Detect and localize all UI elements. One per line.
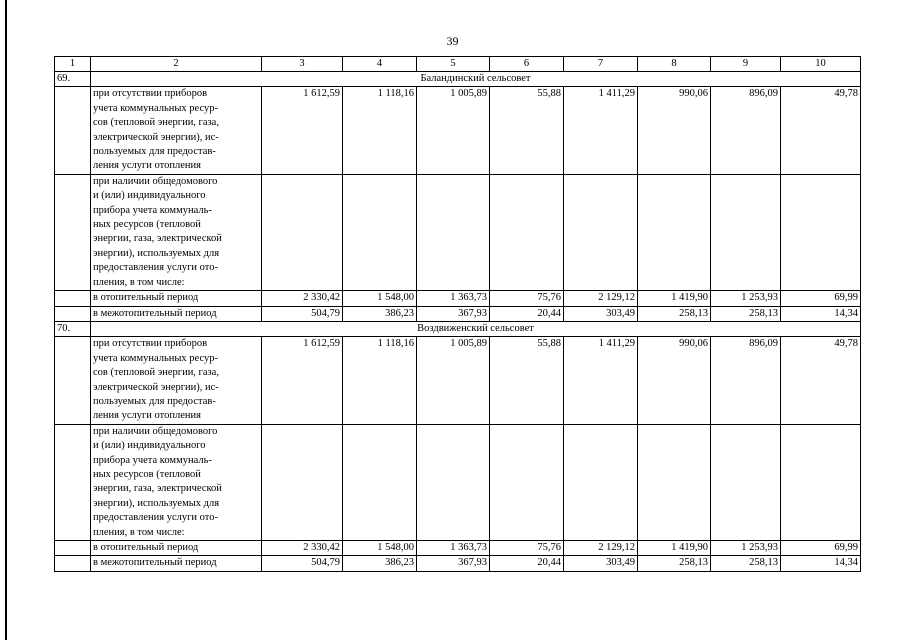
column-header-4: 4	[343, 57, 417, 72]
section-name: Воздвиженский сельсовет	[91, 321, 861, 336]
description-line: при наличии общедомового	[93, 425, 218, 437]
value-cell-col-10: 49,78	[781, 337, 861, 424]
value-cell-col-4: 1 548,00	[343, 541, 417, 556]
header-row	[55, 57, 861, 72]
value-cell-col-5	[417, 424, 490, 540]
row-number-cell	[55, 556, 91, 571]
description-line: в межотопительный период	[93, 557, 217, 569]
description-line: сов (тепловой энергии, газа,	[93, 367, 219, 379]
value-cell-col-4: 1 118,16	[343, 337, 417, 424]
value-cell-col-3	[262, 424, 343, 540]
value-cell-col-4	[343, 174, 417, 290]
value-cell-col-6: 55,88	[490, 87, 564, 174]
value-cell-col-4: 1 118,16	[343, 87, 417, 174]
row-number-cell	[55, 87, 91, 174]
column-header-1: 1	[55, 57, 91, 72]
tariff-table	[54, 56, 861, 572]
row-description	[91, 424, 262, 540]
column-header-9: 9	[711, 57, 781, 72]
row-description	[91, 174, 262, 290]
value-cell-col-3: 1 612,59	[262, 337, 343, 424]
page-binding-line	[5, 0, 7, 640]
value-cell-col-8: 990,06	[638, 337, 711, 424]
table-row	[55, 541, 861, 556]
value-cell-col-10: 69,99	[781, 541, 861, 556]
value-cell-col-3	[262, 174, 343, 290]
value-cell-col-8: 990,06	[638, 87, 711, 174]
row-description	[91, 556, 262, 571]
value-cell-col-10	[781, 174, 861, 290]
table-row	[55, 87, 861, 174]
section-number: 70.	[55, 321, 91, 336]
value-cell-col-10: 49,78	[781, 87, 861, 174]
value-cell-col-7: 2 129,12	[564, 541, 638, 556]
description-line: прибора учета коммуналь-	[93, 454, 212, 466]
description-line: учета коммунальных ресур-	[93, 102, 218, 114]
description-line: сов (тепловой энергии, газа,	[93, 117, 219, 129]
page-number: 39	[446, 34, 459, 48]
description-line: в отопительный период	[93, 542, 199, 553]
section-row	[55, 72, 861, 87]
description-line: ных ресурсов (тепловой	[93, 468, 201, 480]
row-number-cell	[55, 291, 91, 306]
description-line: ления услуги отопления	[93, 160, 201, 172]
value-cell-col-4	[343, 424, 417, 540]
row-description	[91, 291, 262, 306]
value-cell-col-8: 258,13	[638, 306, 711, 321]
value-cell-col-6: 75,76	[490, 541, 564, 556]
description-line: при отсутствии приборов	[93, 338, 208, 350]
row-number-cell	[55, 306, 91, 321]
value-cell-col-7	[564, 174, 638, 290]
value-cell-col-5: 367,93	[417, 556, 490, 571]
value-cell-col-9	[711, 174, 781, 290]
value-cell-col-7: 303,49	[564, 306, 638, 321]
value-cell-col-5	[417, 174, 490, 290]
value-cell-col-5: 1 363,73	[417, 541, 490, 556]
value-cell-col-3: 504,79	[262, 556, 343, 571]
description-line: в межотопительный период	[93, 307, 217, 319]
value-cell-col-5: 1 363,73	[417, 291, 490, 306]
value-cell-col-7: 1 411,29	[564, 87, 638, 174]
value-cell-col-3: 1 612,59	[262, 87, 343, 174]
description-line: учета коммунальных ресур-	[93, 352, 218, 364]
value-cell-col-7: 1 411,29	[564, 337, 638, 424]
table-row	[55, 174, 861, 290]
column-header-6: 6	[490, 57, 564, 72]
description-line: и (или) индивидуального	[93, 440, 206, 452]
value-cell-col-7: 2 129,12	[564, 291, 638, 306]
value-cell-col-7: 303,49	[564, 556, 638, 571]
column-header-2: 2	[91, 57, 262, 72]
description-line: электрической энергии), ис-	[93, 381, 219, 393]
row-number-cell	[55, 174, 91, 290]
description-line: пления, в том числе:	[93, 276, 185, 288]
description-line: энергии), используемых для	[93, 247, 220, 259]
value-cell-col-4: 386,23	[343, 556, 417, 571]
description-line: прибора учета коммуналь-	[93, 204, 212, 216]
description-line: ных ресурсов (тепловой	[93, 219, 201, 231]
column-header-3: 3	[262, 57, 343, 72]
row-number-cell	[55, 337, 91, 424]
section-row	[55, 321, 861, 336]
value-cell-col-8: 1 419,90	[638, 541, 711, 556]
value-cell-col-10: 69,99	[781, 291, 861, 306]
value-cell-col-9: 896,09	[711, 87, 781, 174]
description-line: электрической энергии), ис-	[93, 131, 219, 143]
description-line: пользуемых для предостав-	[93, 146, 216, 158]
description-line: при наличии общедомового	[93, 175, 218, 187]
value-cell-col-8	[638, 424, 711, 540]
value-cell-col-3: 2 330,42	[262, 291, 343, 306]
value-cell-col-10: 14,34	[781, 556, 861, 571]
row-description	[91, 306, 262, 321]
value-cell-col-9: 1 253,93	[711, 541, 781, 556]
value-cell-col-9: 1 253,93	[711, 291, 781, 306]
value-cell-col-3: 2 330,42	[262, 541, 343, 556]
value-cell-col-8: 258,13	[638, 556, 711, 571]
value-cell-col-6	[490, 174, 564, 290]
row-description	[91, 337, 262, 424]
value-cell-col-8: 1 419,90	[638, 291, 711, 306]
row-description	[91, 541, 262, 556]
value-cell-col-9	[711, 424, 781, 540]
value-cell-col-9: 258,13	[711, 556, 781, 571]
table-row	[55, 306, 861, 321]
value-cell-col-7	[564, 424, 638, 540]
description-line: пления, в том числе:	[93, 526, 185, 538]
column-header-10: 10	[781, 57, 861, 72]
description-line: и (или) индивидуального	[93, 190, 206, 202]
table-row	[55, 291, 861, 306]
row-number-cell	[55, 541, 91, 556]
description-line: энергии), используемых для	[93, 497, 220, 509]
value-cell-col-3: 504,79	[262, 306, 343, 321]
description-line: ления услуги отопления	[93, 410, 201, 422]
description-line: энергии, газа, электрической	[93, 483, 222, 495]
value-cell-col-6: 75,76	[490, 291, 564, 306]
row-number-cell	[55, 424, 91, 540]
value-cell-col-10	[781, 424, 861, 540]
table-row	[55, 337, 861, 424]
value-cell-col-9: 258,13	[711, 306, 781, 321]
section-number: 69.	[55, 72, 91, 87]
value-cell-col-8	[638, 174, 711, 290]
table-body	[55, 57, 861, 572]
value-cell-col-6: 20,44	[490, 306, 564, 321]
value-cell-col-6: 55,88	[490, 337, 564, 424]
description-line: в отопительный период	[93, 292, 199, 304]
value-cell-col-4: 1 548,00	[343, 291, 417, 306]
value-cell-col-5: 367,93	[417, 306, 490, 321]
column-header-8: 8	[638, 57, 711, 72]
value-cell-col-6: 20,44	[490, 556, 564, 571]
value-cell-col-4: 386,23	[343, 306, 417, 321]
column-header-5: 5	[417, 57, 490, 72]
description-line: пользуемых для предостав-	[93, 395, 216, 407]
table-row	[55, 424, 861, 540]
description-line: предоставления услуги ото-	[93, 512, 218, 524]
column-header-7: 7	[564, 57, 638, 72]
value-cell-col-5: 1 005,89	[417, 87, 490, 174]
description-line: предоставления услуги ото-	[93, 262, 218, 274]
description-line: энергии, газа, электрической	[93, 233, 222, 245]
value-cell-col-9: 896,09	[711, 337, 781, 424]
table-row	[55, 556, 861, 571]
description-line: при отсутствии приборов	[93, 88, 208, 100]
value-cell-col-10: 14,34	[781, 306, 861, 321]
row-description	[91, 87, 262, 174]
value-cell-col-6	[490, 424, 564, 540]
value-cell-col-5: 1 005,89	[417, 337, 490, 424]
section-name: Баландинский сельсовет	[91, 72, 861, 87]
